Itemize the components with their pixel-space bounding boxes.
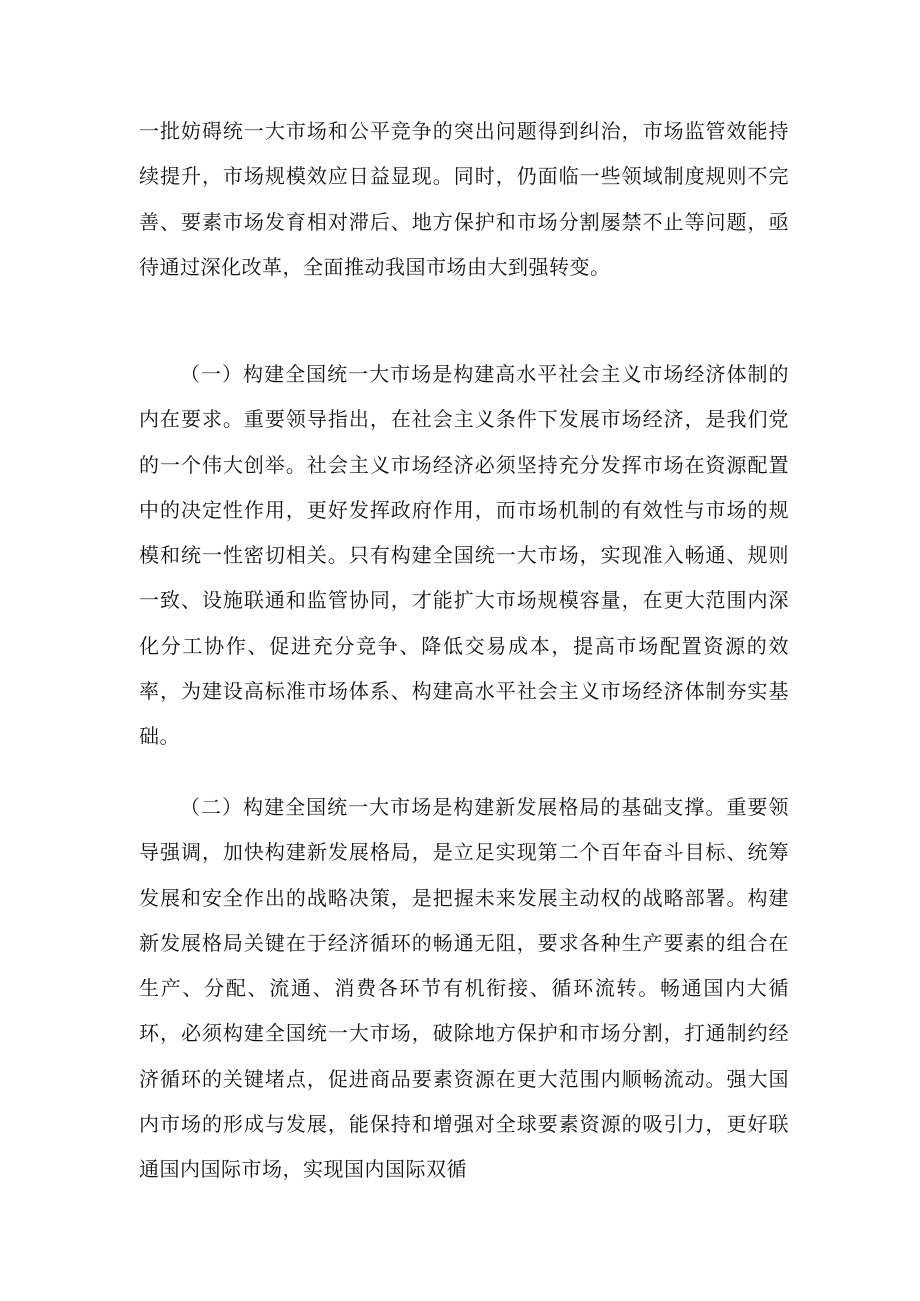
paragraph-section-one: （一）构建全国统一大市场是构建高水平社会主义市场经济体制的内在要求。重要领导指出，在社会主义条件下发展市场经济，是我们党的一个伟大创举。社会主义市场经济必须坚持充分发挥市场在资源配置中的决定性作用，更好发挥政府作用，而市场机制的有效性与市场的规模和统一性密切相关。只有构建全国统一大市场，实现准入畅通、规则一致、设施联通和监管协同，才能扩大市场规模容量，在更大范围内深化分工协作、促进充分竞争、降低交易成本，提高市场配置资源的效率，为建设高标准市场体系、构建高水平社会主义市场经济体制夯实基础。: [139, 362, 789, 749]
paragraph-intro-continuation: 一批妨碍统一大市场和公平竞争的突出问题得到纠治，市场监管效能持续提升，市场规模效应日益显现。同时，仍面临一些领域制度规则不完善、要素市场发育相对滞后、地方保护和市场分割屡禁不止等问题，亟待通过深化改革，全面推动我国市场由大到强转变。: [139, 119, 789, 279]
paragraph-section-two: （二）构建全国统一大市场是构建新发展格局的基础支撑。重要领导强调，加快构建新发展格局，是立足实现第二个百年奋斗目标、统筹发展和安全作出的战略决策，是把握未来发展主动权的战略部署。构建新发展格局关键在于经济循环的畅通无阻，要求各种生产要素的组合在生产、分配、流通、消费各环节有机衔接、循环流转。畅通国内大循环，必须构建全国统一大市场，破除地方保护和市场分割，打通制约经济循环的关键堵点，促进商品要素资源在更大范围内顺畅流动。强大国内市场的形成与发展，能保持和增强对全球要素资源的吸引力，更好联通国内国际市场，实现国内国际双循: [139, 795, 789, 1182]
